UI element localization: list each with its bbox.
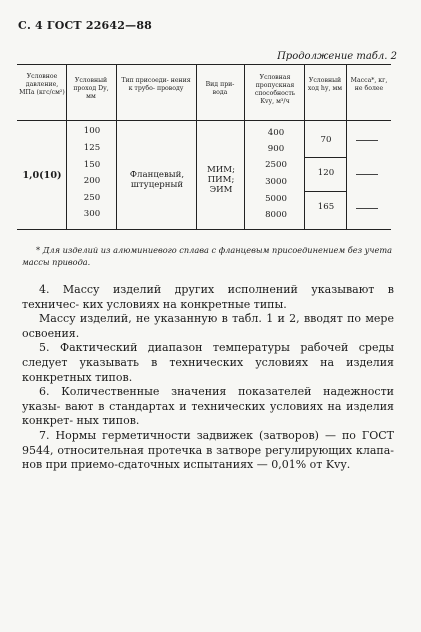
col-divider — [244, 64, 245, 229]
dn-value: 100 — [83, 126, 101, 136]
table-bottom-rule — [17, 229, 391, 230]
table-top-rule — [17, 64, 391, 65]
pressure-value: 1,0(10) — [22, 170, 62, 181]
header-drive: Вид при- вода — [205, 81, 235, 96]
stroke-value: 70 — [320, 135, 332, 145]
body-text — [22, 283, 394, 473]
stroke-value: 165 — [317, 202, 335, 212]
paragraph: 4. Массу изделий других исполнений указывают в техничес- ких условиях на конкретные типы. — [22, 283, 394, 311]
header-kv: Условная пропускная способность Kvу, м³/ч — [254, 74, 296, 105]
header-pressure: Условное давление, МПа (кгс/см²) — [19, 73, 65, 96]
col-divider — [346, 64, 347, 229]
dn-value: 150 — [83, 160, 101, 170]
drive-type: МИМ; — [207, 165, 235, 175]
drive-type: ПИМ; — [207, 175, 235, 185]
col-divider — [196, 64, 197, 229]
table-footnote: * Для изделий из алюминиевого сплава с фланцевым присоединением без учета массы привода. — [22, 245, 392, 267]
kv-value: 900 — [267, 144, 285, 154]
mass-dash — [356, 174, 378, 175]
mass-dash — [356, 208, 378, 209]
drive-type: ЭИМ — [209, 185, 233, 195]
stroke-group-rule — [304, 157, 346, 158]
paragraph: 5. Фактический диапазон температуры рабочей среды следует указывать в технических условиях на изделия конкретных типов. — [22, 341, 394, 384]
stroke-value: 120 — [317, 168, 335, 178]
header-mass: Масса*, кг, не более — [350, 77, 388, 92]
paragraph: Массу изделий, не указанную в табл. 1 и 2, вводят по мере освоения. — [22, 312, 394, 340]
col-divider — [66, 64, 67, 229]
mass-dash — [356, 140, 378, 141]
connection-type: Фланцевый, штуцерный — [129, 170, 185, 190]
paragraph: 7. Нормы герметичности задвижек (затворов) — по ГОСТ 9544, относительная протечка в затворе регулирующих клапа- нов при приемо-сдаточных испытаниях — 0,01% от Kvу. — [22, 428, 394, 472]
kv-value: 5000 — [265, 194, 287, 204]
header-dn: Условный проход Dу, мм — [73, 77, 109, 100]
kv-value: 8000 — [265, 210, 287, 220]
table-continuation-note: Продолжение табл. 2 — [277, 51, 397, 62]
kv-value: 2500 — [265, 160, 287, 170]
table-header-rule — [17, 120, 391, 121]
dn-value: 300 — [83, 209, 101, 219]
header-stroke: Условный ход hу, мм — [307, 77, 343, 92]
kv-value: 3000 — [265, 177, 287, 187]
stroke-group-rule — [304, 191, 346, 192]
header-connection: Тип присоеди- нения к трубо- проводу — [121, 77, 191, 92]
page-header: С. 4 ГОСТ 22642—88 — [18, 19, 153, 32]
dn-value: 125 — [83, 143, 101, 153]
paragraph: 6. Количественные значения показателей надежности указы- вают в стандартах и технических условиях на изделия конкрет- ных типов. — [22, 385, 394, 428]
kv-value: 400 — [267, 128, 285, 138]
dn-value: 250 — [83, 193, 101, 203]
dn-value: 200 — [83, 176, 101, 186]
col-divider — [116, 64, 117, 229]
